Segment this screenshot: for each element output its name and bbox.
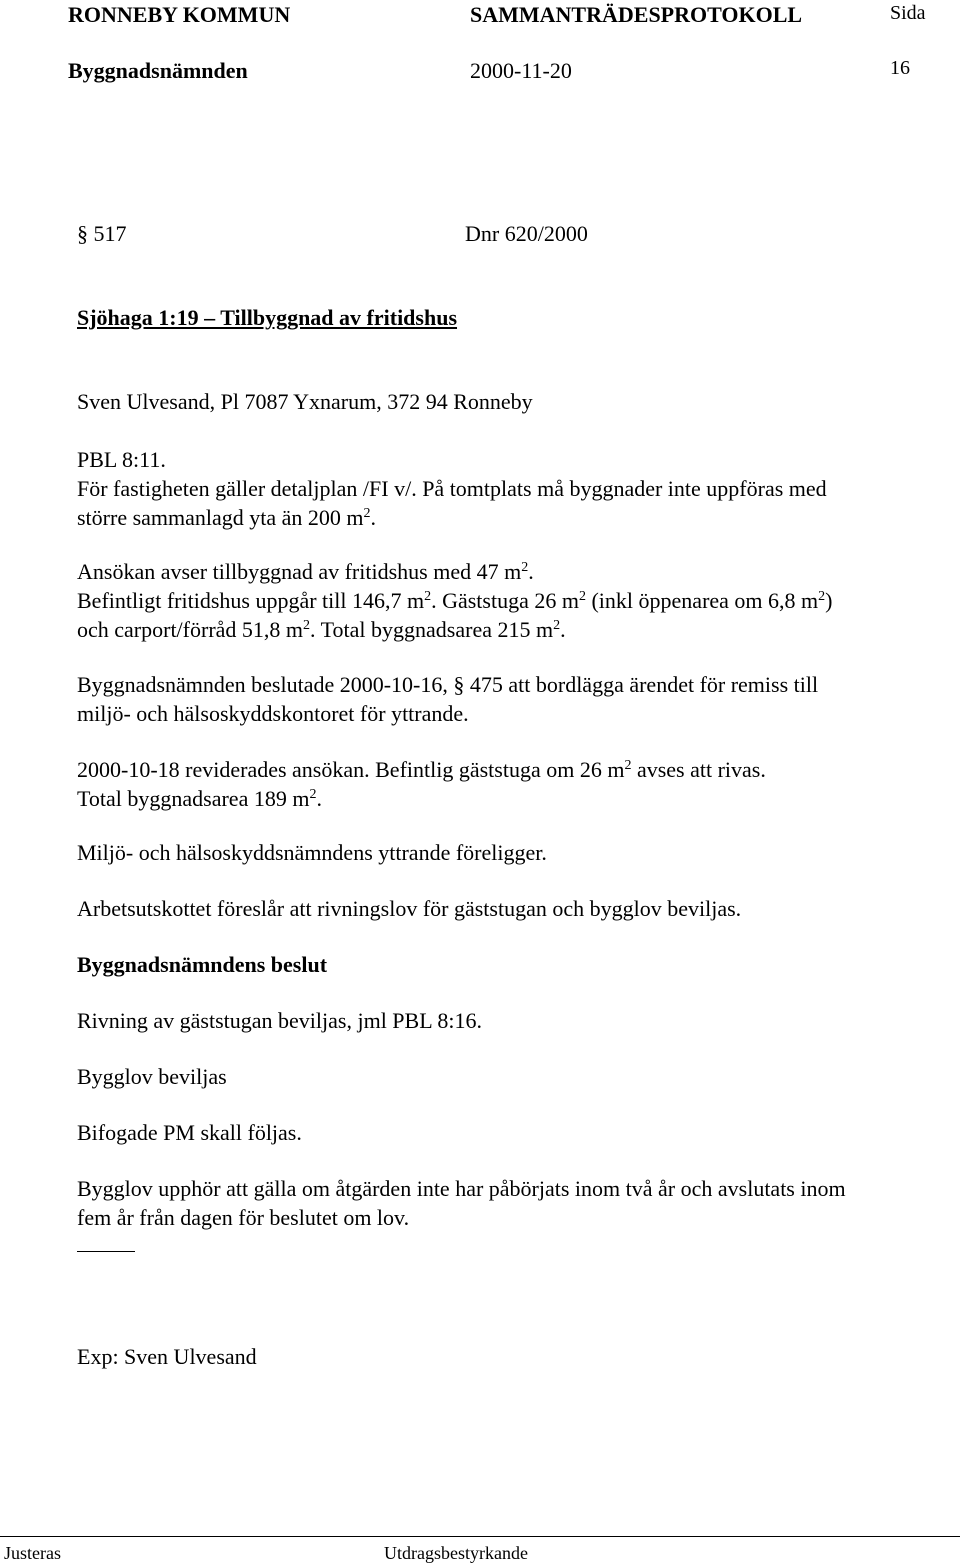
decision-item-permit: Bygglov beviljas bbox=[77, 1064, 227, 1089]
application-line-3: och carport/förråd 51,8 $m^2$. Total byggnadsarea 215 $m^2$. bbox=[77, 617, 566, 642]
applicant: Sven Ulvesand, Pl 7087 Yxnarum, 372 94 Ronneby bbox=[77, 389, 533, 414]
page-number: 16 bbox=[890, 57, 910, 79]
revision-line-2: Total byggnadsarea 189 $m^2$. bbox=[77, 786, 322, 811]
section-number: 517 bbox=[93, 221, 127, 246]
committee-name: Byggnadsnämnden bbox=[68, 58, 248, 83]
validity-line-2: fem år från dagen för beslutet om lov. bbox=[77, 1205, 410, 1230]
plan-line-2: större sammanlagd yta än 200 $m^2$. bbox=[77, 505, 377, 530]
page-label: Sida bbox=[890, 2, 926, 24]
committee-proposal: Arbetsutskottet föreslår att rivningslov för gäststugan och bygglov beviljas. bbox=[77, 896, 742, 921]
opinion-statement: Miljö- och hälsoskyddsnämndens yttrande föreligger. bbox=[77, 840, 547, 865]
document-type: SAMMANTRÄDESPROTOKOLL bbox=[470, 2, 803, 27]
footer-justeras: Justeras bbox=[4, 1543, 61, 1563]
footer-divider bbox=[0, 1536, 960, 1537]
revision-paragraph bbox=[77, 755, 766, 813]
expedition-line: Exp: Sven Ulvesand bbox=[77, 1344, 257, 1369]
application-line-2: Befintligt fritidshus uppgår till 146,7 $m^2$. Gäststuga 26 $m^2$ (inkl öppenarea om 6,8 $m^2$) bbox=[77, 588, 833, 613]
case-title: Sjöhaga 1:19 – Tillbyggnad av fritidshus bbox=[77, 305, 458, 330]
decision-item-validity bbox=[77, 1174, 846, 1232]
prior-decision-line-1: Byggnadsnämnden beslutade 2000-10-16, § 475 att bordlägga ärendet för remiss till bbox=[77, 672, 819, 697]
prior-decision-paragraph bbox=[77, 670, 818, 728]
meeting-date: 2000-11-20 bbox=[470, 58, 572, 83]
municipality-name: RONNEBY KOMMUN bbox=[68, 2, 291, 27]
decision-item-demolition: Rivning av gäststugan beviljas, jml PBL 8:16. bbox=[77, 1008, 482, 1033]
prior-decision-line-2: miljö- och hälsoskyddskontoret för yttrande. bbox=[77, 701, 469, 726]
short-divider bbox=[77, 1251, 135, 1252]
planning-paragraph bbox=[77, 445, 827, 532]
section-number-line bbox=[77, 223, 127, 245]
revision-line-1: 2000-10-18 reviderades ansökan. Befintlig gäststuga om 26 $m^2$ avses att rivas. bbox=[77, 757, 766, 782]
diary-number: Dnr 620/2000 bbox=[465, 221, 588, 246]
section-symbol: § bbox=[77, 221, 88, 246]
decision-heading: Byggnadsnämndens beslut bbox=[77, 952, 328, 977]
application-line-1: Ansökan avser tillbyggnad av fritidshus med 47 $m^2$. bbox=[77, 559, 534, 584]
application-paragraph bbox=[77, 557, 832, 644]
footer-utdragsbestyrkande: Utdragsbestyrkande bbox=[384, 1543, 528, 1563]
pbl-reference: PBL 8:11. bbox=[77, 447, 166, 472]
validity-line-1: Bygglov upphör att gälla om åtgärden inte har påbörjats inom två år och avslutats inom bbox=[77, 1176, 846, 1201]
decision-item-pm: Bifogade PM skall följas. bbox=[77, 1120, 302, 1145]
plan-line-1: För fastigheten gäller detaljplan /FI v/. På tomtplats må byggnader inte uppföras med bbox=[77, 476, 827, 501]
